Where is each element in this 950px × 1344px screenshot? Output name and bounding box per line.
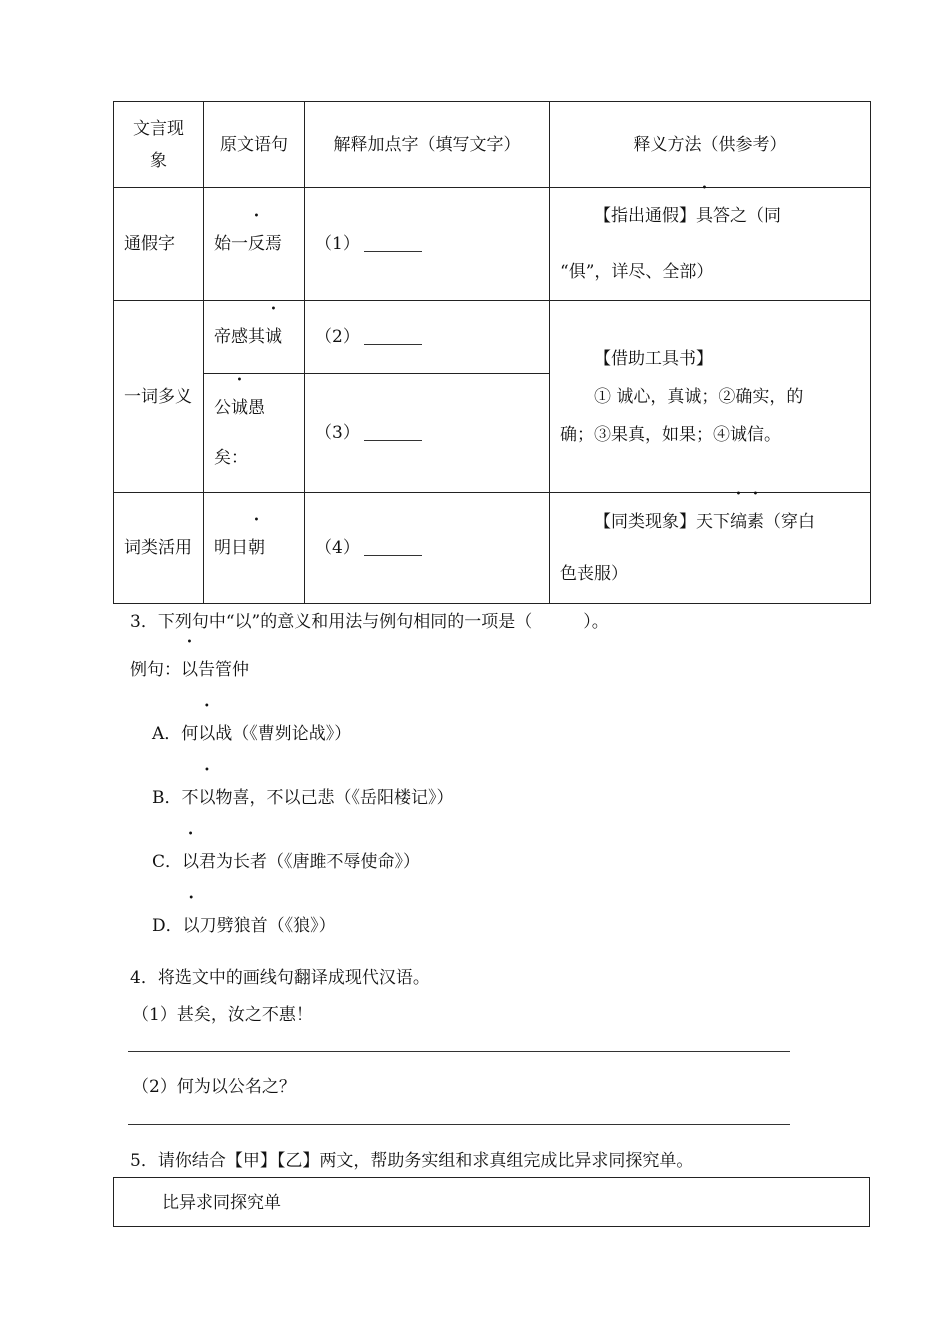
row1-sentence: 始一反焉 [204,188,305,301]
row3-sentence: 明日朝 [204,493,305,604]
row2-answer1[interactable]: （2） [305,301,550,374]
option-b[interactable]: B．不以物喜，不以己悲（《岳阳楼记》） [152,788,454,808]
row2-answer2[interactable]: （3） [305,374,550,493]
q4-sub1: （1）甚矣，汝之不惠！ [132,1005,313,1025]
option-a[interactable]: A．何以战（《曹刿论战》） [152,724,352,744]
row2-method: 【借助工具书】 ① 诚心，真诚；②确实，的 确；③果真，如果；④诚信。 [550,301,871,493]
row1-method: 【指出通假】具答之（同 “俱”，详尽、全部） [550,188,871,301]
exploration-box [113,1177,870,1227]
answer-blank-1 [364,237,422,252]
row3-answer[interactable]: （4） [305,493,550,604]
q4-stem: 4．将选文中的画线句翻译成现代汉语。 [130,968,430,988]
answer-line-1[interactable] [128,1051,790,1052]
answer-blank-2 [364,330,422,345]
answer-blank-4 [364,541,422,556]
q5-stem: 5．请你结合【甲】【乙】两文，帮助务实组和求真组完成比异求同探究单。 [130,1151,694,1171]
header-sentence: 原文语句 [204,102,305,188]
row2-sentence1: 帝感其诚 [204,301,305,374]
row1-phenomenon: 通假字 [114,188,204,301]
option-d[interactable]: D．以刀劈狼首（《狼》） [152,916,336,936]
answer-blank-3 [364,426,422,441]
q4-sub2: （2）何为以公名之？ [132,1077,296,1097]
box-title: 比异求同探究单 [162,1193,281,1213]
option-c[interactable]: C．以君为长者（《唐雎不辱使命》） [152,852,421,872]
q3-stem: 3．下列句中“以”的意义和用法与例句相同的一项是（ ）。 [130,612,609,632]
row2-phenomenon: 一词多义 [114,301,204,493]
row2-sentence2: 公诚愚 矣： [204,374,305,493]
row3-phenomenon: 词类活用 [114,493,204,604]
phenomenon-table [113,101,871,604]
q3-example: 例句：以告管仲 [130,660,249,680]
answer-line-2[interactable] [128,1124,790,1125]
row1-answer[interactable]: （1） [305,188,550,301]
row3-method: 【同类现象】天下缟素（穿白 色丧服） [550,493,871,604]
header-method: 释义方法（供参考） [550,102,871,188]
header-explain: 解释加点字（填写文字） [305,102,550,188]
header-phenomenon: 文言现象 [114,102,204,188]
